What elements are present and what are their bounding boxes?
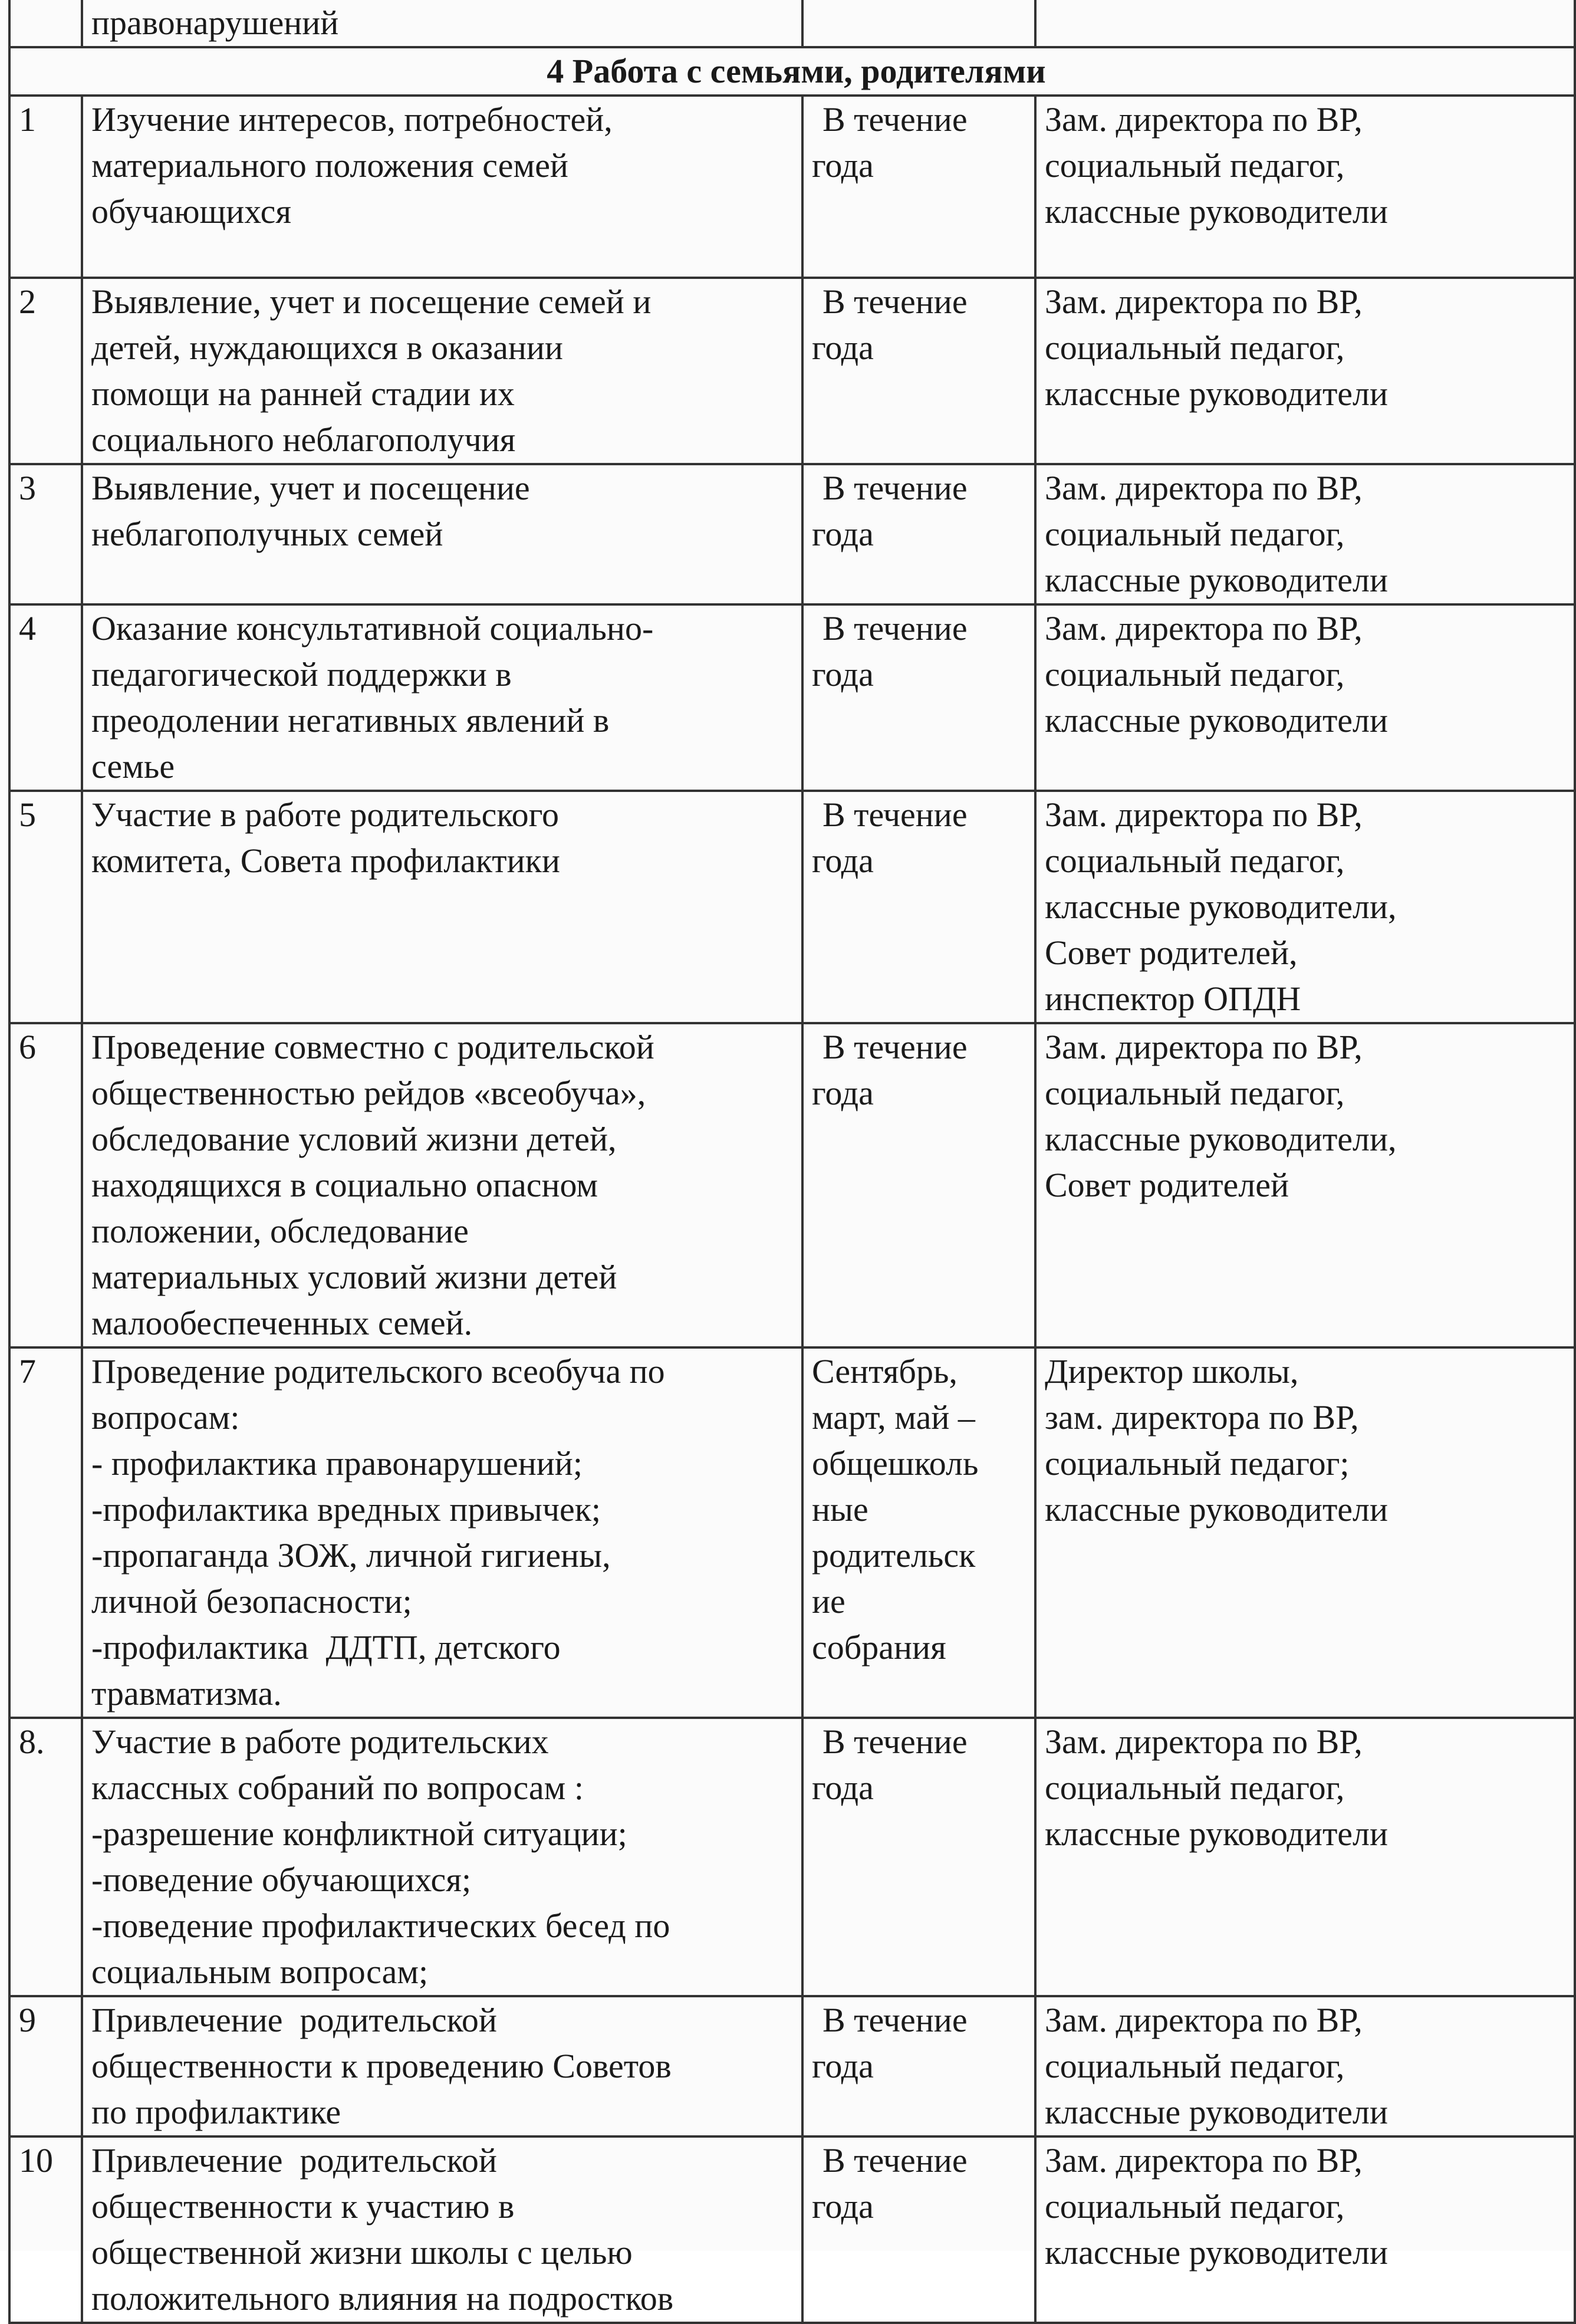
activity-line: Участие в работе родительского	[91, 796, 559, 834]
activity-line: положении, обследование	[91, 1212, 469, 1250]
cell-num	[9, 1347, 82, 1718]
activity-line: вопросам:	[91, 1398, 240, 1437]
activity-line: Проведение совместно с родительской	[91, 1028, 654, 1066]
num-line: 7	[19, 1352, 36, 1391]
responsible-line: классные руководители	[1045, 561, 1389, 599]
activity-line: социальным вопросам;	[91, 1952, 429, 1991]
activity-line: обучающихся	[91, 192, 291, 231]
activity-line: -профилактика вредных привычек;	[91, 1490, 601, 1528]
responsible-line: зам. директора по ВР,	[1045, 1398, 1359, 1437]
cell-num	[9, 2136, 82, 2323]
num-line: 4	[19, 609, 36, 647]
cell-num	[9, 464, 82, 604]
activity-line: семье	[91, 747, 175, 785]
cell-date	[802, 1996, 1035, 2136]
activity-line: Выявление, учет и посещение семей и	[91, 282, 652, 321]
responsible-line: Зам. директора по ВР,	[1045, 282, 1363, 321]
activity-line: преодолении негативных явлений в	[91, 701, 610, 739]
section-title: 4 Работа с семьями, родителями	[9, 47, 1575, 96]
activity-line: Изучение интересов, потребностей,	[91, 100, 613, 139]
cell-responsible	[1035, 278, 1575, 464]
activity-line: помощи на ранней стадии их	[91, 374, 515, 413]
activity-line: общественной жизни школы с целью	[91, 2233, 633, 2272]
cell-date	[802, 604, 1035, 791]
activity-line: -поведение профилактических бесед по	[91, 1906, 670, 1945]
table-body	[9, 0, 1575, 2323]
responsible-line: социальный педагог,	[1045, 2047, 1345, 2085]
activity-line: - профилактика правонарушений;	[91, 1444, 583, 1483]
cell-activity	[82, 1023, 802, 1347]
responsible-line: социальный педагог,	[1045, 1074, 1345, 1112]
activity-line: Проведение родительского всеобуча по	[91, 1352, 665, 1391]
activity-line: Привлечение родительской	[91, 2141, 497, 2180]
activity-line: -профилактика ДДТП, детского	[91, 1628, 561, 1666]
cell-date	[802, 278, 1035, 464]
date-line: В течение	[822, 1028, 968, 1066]
responsible-line: социальный педагог,	[1045, 2187, 1345, 2226]
cell-date	[802, 1718, 1035, 1996]
cell-num	[9, 278, 82, 464]
activity-line: находящихся в социально опасном	[91, 1166, 598, 1204]
date-line: собрания	[812, 1628, 946, 1666]
section-header-row	[9, 47, 1575, 96]
cell-date	[802, 1347, 1035, 1718]
activity-line: детей, нуждающихся в оказании	[91, 328, 563, 367]
activity-line: общественности к проведению Советов	[91, 2047, 672, 2085]
activity-line: материальных условий жизни детей	[91, 1258, 617, 1296]
num-line: 5	[19, 796, 36, 834]
responsible-line: Зам. директора по ВР,	[1045, 100, 1363, 139]
num-line: 10	[19, 2141, 53, 2180]
responsible-line: инспектор ОПДН	[1045, 979, 1301, 1018]
cell-activity	[82, 1996, 802, 2136]
cell-num	[9, 1996, 82, 2136]
num-line: 2	[19, 282, 36, 321]
responsible-line: социальный педагог,	[1045, 328, 1345, 367]
responsible-line: Совет родителей,	[1045, 933, 1298, 972]
date-line: года	[812, 328, 874, 367]
date-line: ие	[812, 1582, 845, 1620]
activity-line: неблагополучных семей	[91, 515, 443, 553]
cell-activity	[82, 604, 802, 791]
cell-responsible	[1035, 604, 1575, 791]
cell-activity	[82, 278, 802, 464]
cell-responsible	[1035, 1347, 1575, 1718]
num-line: 6	[19, 1028, 36, 1066]
cell-activity	[82, 96, 802, 278]
responsible-line: Зам. директора по ВР,	[1045, 609, 1363, 647]
responsible-line: Зам. директора по ВР,	[1045, 2141, 1363, 2180]
responsible-line: Директор школы,	[1045, 1352, 1299, 1391]
responsible-line: Зам. директора по ВР,	[1045, 2001, 1363, 2039]
cell-activity	[82, 0, 802, 47]
date-line: года	[812, 841, 874, 880]
date-line: В течение	[822, 609, 968, 647]
activity-line: -разрешение конфликтной ситуации;	[91, 1815, 627, 1853]
cell-date	[802, 791, 1035, 1023]
cell-date	[802, 2136, 1035, 2323]
responsible-line: Зам. директора по ВР,	[1045, 796, 1363, 834]
responsible-line: Зам. директора по ВР,	[1045, 1028, 1363, 1066]
responsible-line: классные руководители	[1045, 1815, 1389, 1853]
date-line: март, май –	[812, 1398, 975, 1437]
cell-activity	[82, 464, 802, 604]
cell-num	[9, 1023, 82, 1347]
cell-responsible	[1035, 464, 1575, 604]
table-row	[9, 1996, 1575, 2136]
num-line: 9	[19, 2001, 36, 2039]
activity-line: Оказание консультативной социально-	[91, 609, 654, 647]
cell-date	[802, 1023, 1035, 1347]
cell-num	[9, 96, 82, 278]
table-row	[9, 278, 1575, 464]
responsible-line: социальный педагог,	[1045, 841, 1345, 880]
activity-line: Участие в работе родительских	[91, 1723, 549, 1761]
responsible-line: Зам. директора по ВР,	[1045, 1723, 1363, 1761]
responsible-line: социальный педагог,	[1045, 655, 1345, 693]
table-row	[9, 791, 1575, 1023]
activity-line: социального неблагополучия	[91, 420, 516, 459]
cell-activity	[82, 1347, 802, 1718]
responsible-line: социальный педагог,	[1045, 515, 1345, 553]
activity-line: классных собраний по вопросам :	[91, 1769, 584, 1807]
date-line: года	[812, 1074, 874, 1112]
responsible-line: классные руководители	[1045, 192, 1389, 231]
cell-activity	[82, 2136, 802, 2323]
activity-line: обследование условий жизни детей,	[91, 1120, 617, 1158]
responsible-line: Совет родителей	[1045, 1166, 1289, 1204]
date-line: года	[812, 1769, 874, 1807]
num-line: 1	[19, 100, 36, 139]
activity-line: Привлечение родительской	[91, 2001, 497, 2039]
activity-plan-table	[8, 0, 1576, 2324]
activity-line: -пропаганда ЗОЖ, личной гигиены,	[91, 1536, 611, 1574]
table-row	[9, 464, 1575, 604]
date-line: общешколь	[812, 1444, 979, 1483]
activity-line: Выявление, учет и посещение	[91, 469, 530, 507]
date-line: родительск	[812, 1536, 976, 1574]
cell-responsible	[1035, 1718, 1575, 1996]
date-line: В течение	[822, 2141, 968, 2180]
activity-line: общественностью рейдов «всеобуча»,	[91, 1074, 646, 1112]
date-line: года	[812, 2047, 874, 2085]
responsible-line: классные руководители	[1045, 2093, 1389, 2131]
cell-num	[9, 1718, 82, 1996]
cell-responsible	[1035, 0, 1575, 47]
responsible-line: классные руководители,	[1045, 887, 1397, 926]
activity-line: правонарушений	[91, 4, 339, 42]
date-line: В течение	[822, 469, 968, 507]
table-row	[9, 1718, 1575, 1996]
cell-num	[9, 604, 82, 791]
date-line: В течение	[822, 1723, 968, 1761]
cell-date	[802, 96, 1035, 278]
cell-activity	[82, 1718, 802, 1996]
cell-num	[9, 0, 82, 47]
activity-line: материального положения семей	[91, 146, 568, 185]
activity-line: -поведение обучающихся;	[91, 1860, 472, 1899]
date-line: В течение	[822, 100, 968, 139]
date-line: В течение	[822, 282, 968, 321]
num-line: 3	[19, 469, 36, 507]
cell-responsible	[1035, 1023, 1575, 1347]
responsible-line: социальный педагог,	[1045, 1769, 1345, 1807]
responsible-line: Зам. директора по ВР,	[1045, 469, 1363, 507]
table-row	[9, 604, 1575, 791]
date-line: года	[812, 146, 874, 185]
responsible-line: классные руководители	[1045, 1490, 1389, 1528]
date-line: ные	[812, 1490, 868, 1528]
responsible-line: классные руководители	[1045, 374, 1389, 413]
cell-date	[802, 464, 1035, 604]
responsible-line: социальный педагог,	[1045, 146, 1345, 185]
activity-line: личной безопасности;	[91, 1582, 412, 1620]
responsible-line: классные руководители,	[1045, 1120, 1397, 1158]
responsible-line: социальный педагог;	[1045, 1444, 1350, 1483]
cell-responsible	[1035, 2136, 1575, 2323]
table-row	[9, 1023, 1575, 1347]
table-row	[9, 1347, 1575, 1718]
activity-line: положительного влияния на подростков	[91, 2279, 674, 2318]
cell-responsible	[1035, 96, 1575, 278]
cell-num	[9, 791, 82, 1023]
responsible-line: классные руководители	[1045, 701, 1389, 739]
date-line: В течение	[822, 2001, 968, 2039]
date-line: года	[812, 655, 874, 693]
responsible-line: классные руководители	[1045, 2233, 1389, 2272]
num-line: 8.	[19, 1723, 45, 1761]
table-row-continued	[9, 0, 1575, 47]
activity-line: общественности к участию в	[91, 2187, 515, 2226]
date-line: Сентябрь,	[812, 1352, 958, 1391]
date-line: В течение	[822, 796, 968, 834]
activity-line: педагогической поддержки в	[91, 655, 512, 693]
date-line: года	[812, 515, 874, 553]
activity-line: травматизма.	[91, 1674, 282, 1712]
cell-activity	[82, 791, 802, 1023]
cell-date	[802, 0, 1035, 47]
date-line: года	[812, 2187, 874, 2226]
activity-line: комитета, Совета профилактики	[91, 841, 560, 880]
activity-line: малообеспеченных семей.	[91, 1304, 473, 1342]
table-row	[9, 96, 1575, 278]
cell-responsible	[1035, 791, 1575, 1023]
table-row	[9, 2136, 1575, 2323]
cell-responsible	[1035, 1996, 1575, 2136]
activity-line: по профилактике	[91, 2093, 341, 2131]
